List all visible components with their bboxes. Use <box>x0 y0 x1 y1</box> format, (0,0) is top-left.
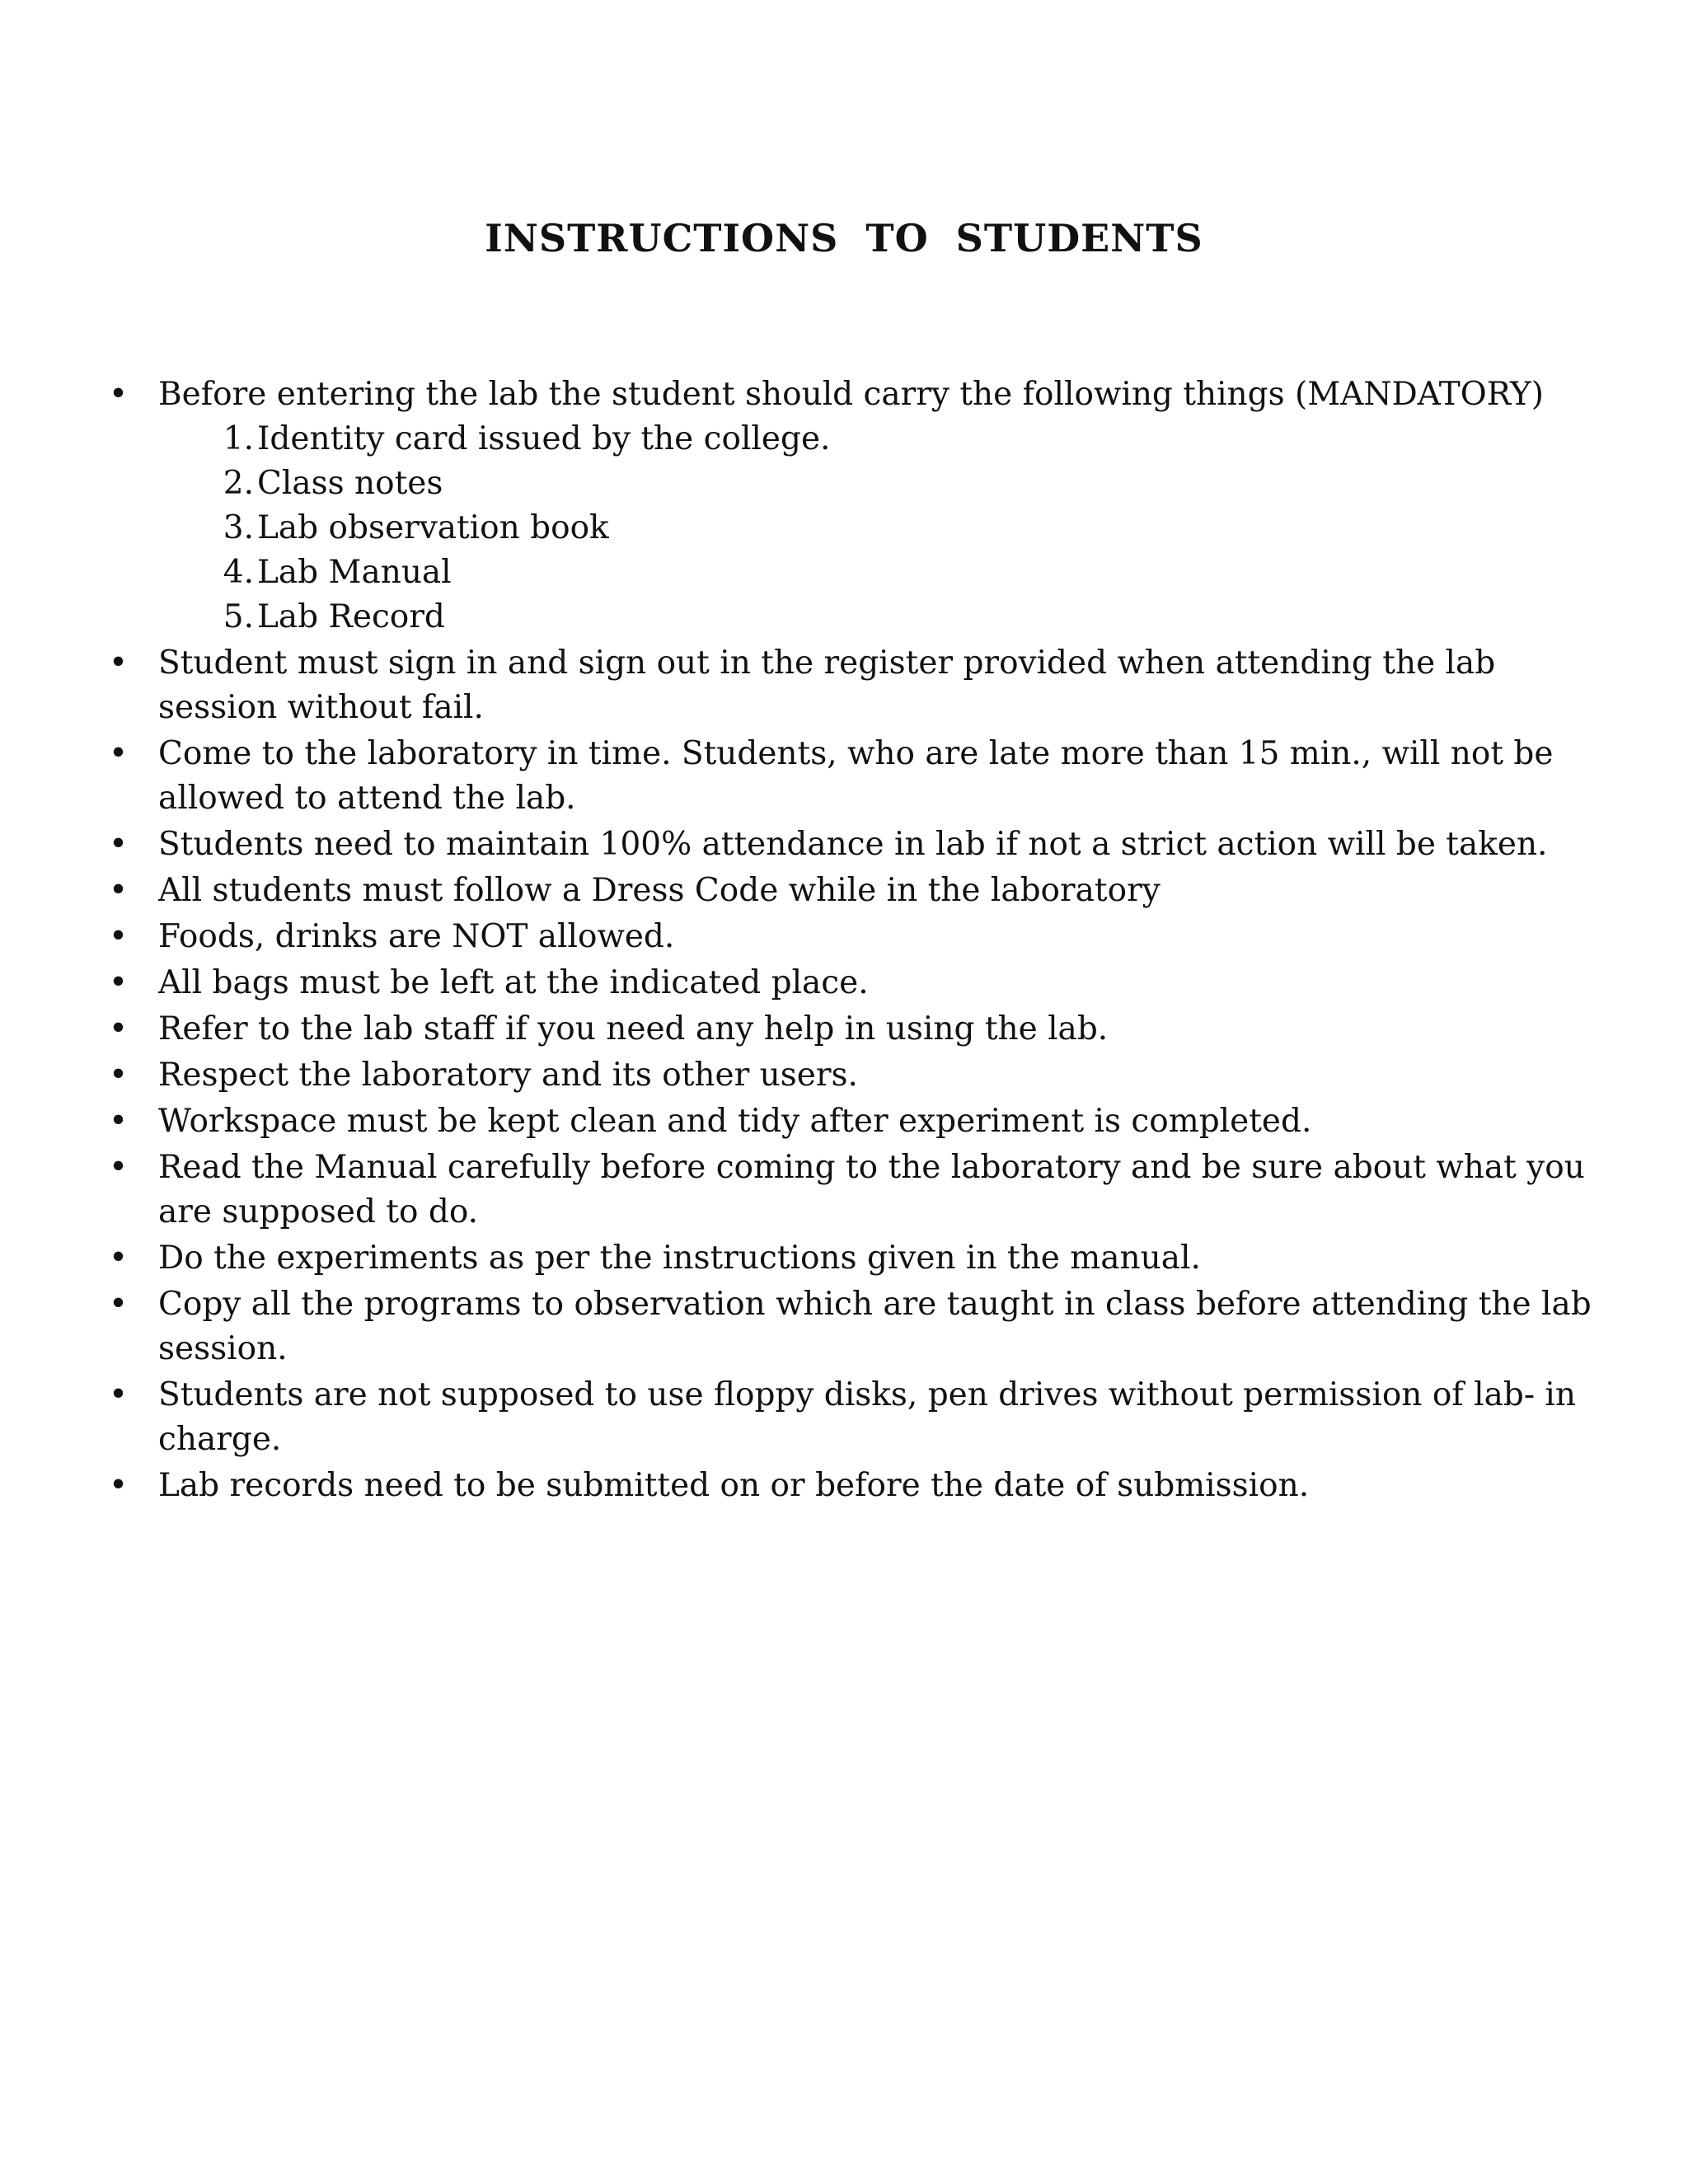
mandatory-item <box>208 551 1617 595</box>
item-number: 4. <box>223 554 254 591</box>
mandatory-item <box>208 595 1617 640</box>
bullet-icon: • <box>109 376 129 413</box>
instruction-text: Workspace must be kept clean and tidy after experiment is completed. <box>158 1103 1312 1140</box>
mandatory-item-text: Lab Record <box>257 598 445 635</box>
mandatory-item <box>208 417 1617 462</box>
instruction-item <box>109 915 1617 959</box>
instruction-item <box>109 1464 1617 1508</box>
instruction-text: Student must sign in and sign out in the register provided when attending the lab session without fail. <box>158 644 1496 726</box>
instruction-item <box>109 732 1617 821</box>
bullet-icon: • <box>109 1057 129 1094</box>
instruction-text: All students must follow a Dress Code while in the laboratory <box>158 872 1160 909</box>
mandatory-item-text: Lab Manual <box>257 554 452 591</box>
bullet-icon: • <box>109 1103 129 1140</box>
mandatory-item <box>208 462 1617 506</box>
instruction-item <box>109 1146 1617 1235</box>
bullet-icon: • <box>109 1149 129 1186</box>
instruction-item <box>109 1099 1617 1144</box>
bullet-icon: • <box>109 1376 129 1413</box>
bullet-icon: • <box>109 735 129 772</box>
instructions-list <box>109 373 1617 1510</box>
instruction-text: Respect the laboratory and its other users. <box>158 1057 858 1094</box>
instruction-text: All bags must be left at the indicated place. <box>158 964 869 1001</box>
instruction-text: Foods, drinks are NOT allowed. <box>158 918 675 955</box>
instruction-text: Read the Manual carefully before coming to the laboratory and be sure about what you are supposed to do. <box>158 1149 1585 1230</box>
bullet-icon: • <box>109 644 129 682</box>
instruction-item <box>109 1007 1617 1052</box>
instruction-item <box>109 373 1617 640</box>
item-number: 2. <box>223 465 254 502</box>
instruction-item <box>109 641 1617 730</box>
bullet-icon: • <box>109 918 129 955</box>
mandatory-item-text: Class notes <box>257 465 443 502</box>
mandatory-item <box>208 506 1617 551</box>
bullet-icon: • <box>109 826 129 863</box>
instruction-text: Do the experiments as per the instructions given in the manual. <box>158 1240 1201 1277</box>
bullet-icon: • <box>109 1286 129 1323</box>
instruction-text: Lab records need to be submitted on or before the date of submission. <box>158 1467 1310 1504</box>
page-title: INSTRUCTIONS TO STUDENTS <box>485 216 1203 260</box>
instruction-item <box>109 823 1617 867</box>
instruction-text: Students are not supposed to use floppy disks, pen drives without permission of lab- in charge. <box>158 1376 1576 1458</box>
instruction-text: Copy all the programs to observation which are taught in class before attending the lab session. <box>158 1286 1592 1367</box>
mandatory-item-text: Lab observation book <box>257 509 609 546</box>
bullet-icon: • <box>109 964 129 1001</box>
instruction-item <box>109 1236 1617 1281</box>
bullet-icon: • <box>109 1010 129 1047</box>
instruction-text: Refer to the lab staff if you need any help in using the lab. <box>158 1010 1109 1047</box>
item-number: 1. <box>223 420 254 457</box>
item-number: 3. <box>223 509 254 546</box>
bullet-icon: • <box>109 872 129 909</box>
mandatory-item-text: Identity card issued by the college. <box>257 420 831 457</box>
instruction-text: Students need to maintain 100% attendance in lab if not a strict action will be taken. <box>158 826 1548 863</box>
instruction-text: Before entering the lab the student should carry the following things (MANDATORY) <box>158 376 1544 413</box>
instruction-item <box>109 1373 1617 1462</box>
instruction-text: Come to the laboratory in time. Students, who are late more than 15 min., will not be allowed to attend the lab. <box>158 735 1554 817</box>
instruction-item <box>109 1282 1617 1371</box>
bullet-icon: • <box>109 1240 129 1277</box>
instruction-item <box>109 1053 1617 1098</box>
mandatory-items-list <box>158 417 1617 640</box>
bullet-icon: • <box>109 1467 129 1504</box>
instruction-item <box>109 961 1617 1005</box>
item-number: 5. <box>223 598 254 635</box>
instruction-item <box>109 869 1617 913</box>
